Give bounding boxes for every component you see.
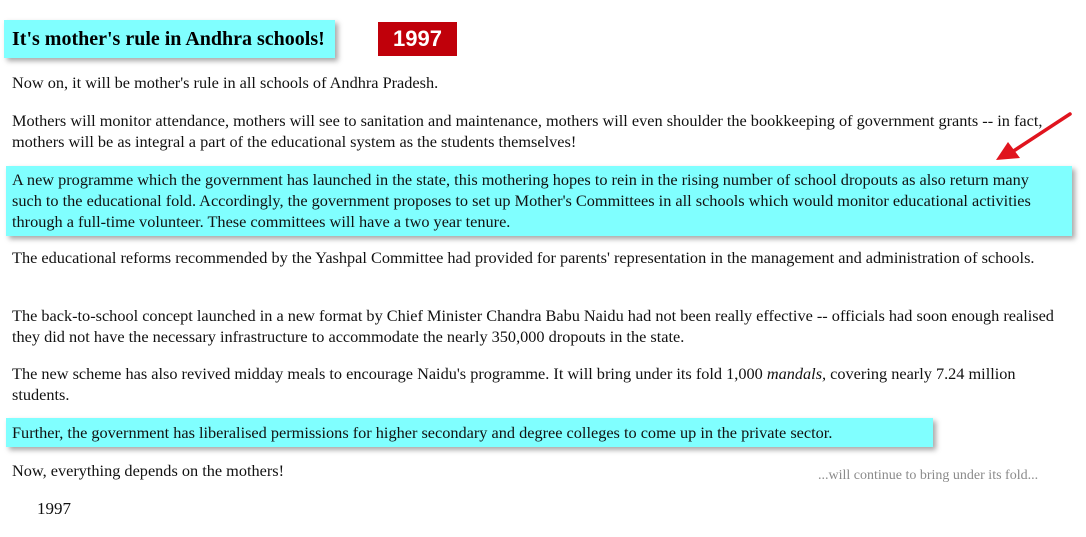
article-title: It's mother's rule in Andhra schools!: [12, 27, 325, 50]
footer-year: 1997: [37, 499, 71, 518]
paragraph-back-to-school: The back-to-school concept launched in a new format by Chief Minister Chandra Babu Naidu had not been really effective -- officials had soon enough realised they did not have the necessary infrastructure to accommodate the nearly 350,000 dropouts in the state.: [12, 306, 1054, 346]
cut-off-text-content: ...will continue to bring under its fold...: [818, 468, 1039, 483]
paragraph-yashpal: The educational reforms recommended by the Yashpal Committee had provided for parents' representation in the management and administration of schools.: [12, 248, 1035, 267]
midday-text-end: covering nearly 7.24 million students.: [12, 364, 1016, 404]
paragraph-monitoring: Mothers will monitor attendance, mothers will see to sanitation and maintenance, mothers will even shoulder the bookkeeping of government grants -- in fact, mothers will be as integral a part of the educational system as the students themselves!: [12, 111, 1043, 151]
paragraph-programme: A new programme which the government has launched in the state, this mothering hopes to rein in the rising number of school dropouts as also return many such to the educational fold. Accordingly, the government proposes to set up Mother's Committees in all schools which would monitor educational activities through a full-time volunteer. These committees will have a two year tenure.: [12, 170, 1031, 231]
red-arrow-icon: [990, 108, 1080, 168]
highlighted-paragraph-colleges: [6, 418, 933, 447]
year-badge: 1997: [378, 22, 457, 56]
paragraph-closing: Now, everything depends on the mothers!: [12, 461, 285, 480]
headline-highlight: [4, 20, 335, 58]
mandals-term: mandals,: [766, 364, 827, 383]
cut-off-text: [818, 468, 1048, 490]
paragraph-intro: Now on, it will be mother's rule in all schools of Andhra Pradesh.: [12, 73, 439, 92]
paragraph-midday-meals: [12, 363, 1067, 405]
paragraph-colleges: Further, the government has liberalised permissions for higher secondary and degree colleges to come up in the private sector.: [12, 423, 833, 442]
midday-text-start: The new scheme has also revived midday meals to encourage Naidu's programme. It will bring under its fold 1,000: [12, 364, 767, 383]
highlighted-paragraph-programme: [6, 166, 1072, 236]
